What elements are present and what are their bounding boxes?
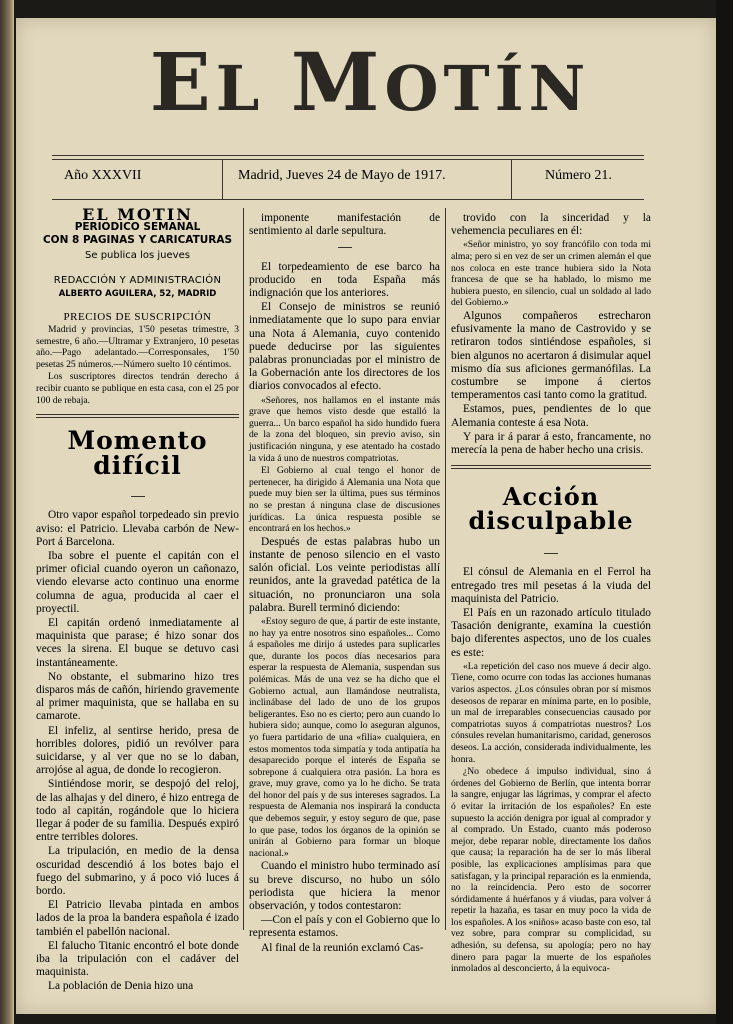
article-1-paragraph: La población de Denia hizo una	[48, 980, 194, 993]
issue-date: Madrid, Jueves 24 de Mayo de 1917.	[238, 168, 446, 183]
box-subscribers-text: Los suscriptores directos tendrán derecho á recibir cuanto se publique en esta casa, con el 25 por 100 de rebaja.	[36, 371, 239, 406]
article-1-paragraph: Sintiéndose morir, se despojó del reloj, de las alhajas y del dinero, é hizo entrega de todo al capitán, rogándole que lo hiciera llegar á poder de su familia. Después expiró entre terribles dolores.	[36, 778, 239, 844]
box-divider	[36, 414, 239, 418]
article-1-paragraph: El Patricio llevaba pintada en ambos lados de la proa la bandera española é izado también el pabellón nacional.	[36, 899, 239, 938]
column-1	[36, 205, 239, 995]
article-2-paragraph: El cónsul de Alemania en el Ferrol ha entregado tres mil pesetas á la viuda del maquinista del Patricio.	[451, 566, 651, 605]
dateline-divider-right	[511, 159, 512, 199]
column-3-quote: «Señor ministro, yo soy francófilo con toda mi alma; pero si en vez de ser un crimen alemán el que nos coloca en este trance hubiera sido la Nota francesa de que se ha hablado, lo mismo me hubiera puesto, en silencio, cual un soldado al lado del Gobierno.»	[451, 239, 651, 309]
article-1-separator	[36, 490, 239, 503]
masthead-letters-otin: OTÍN	[384, 52, 591, 125]
masthead-title	[90, 35, 650, 129]
box-office-label: REDACCIÓN Y ADMINISTRACIÓN	[53, 275, 222, 287]
article-1-paragraph: El falucho Titanic encontró el bote donde iba la tripulación con el cadáver del maquinista.	[36, 939, 239, 979]
article-1-paragraph: Iba sobre el puente el capitán con el primer oficial cuando oyeron un cañonazo, viendo elevarse acto continuo una enorme columna de agua, producida al caer el proyectil.	[36, 549, 239, 615]
issue-number: Número 21.	[545, 168, 612, 183]
column-2-paragraph: Cuando el ministro hubo terminado así su breve discurso, no hubo un sólo periodista que hiciera la menor observación, y todos contestaron:	[249, 860, 440, 913]
column-2-paragraph: Al final de la reunión exclamó Cas-	[261, 941, 424, 954]
column-3-paragraph: Y para ir á parar á esto, francamente, no merecía la pena de haber hecho una crisis.	[451, 430, 651, 456]
article-1-paragraph: No obstante, el submarino hizo tres disparos más de cañón, hiriendo gravemente al primer maquinista, que se hallaba en su camarote.	[36, 670, 239, 723]
article-2-quote: ¿No obedece á impulso individual, sino á órdenes del Gobierno de Berlín, que intenta borrar la sangre, enjugar las lágrimas, y comprar el afecto ó evitar la irritación de los españoles? En este supuesto la acción denigra por igual al comprador y al comprado. Un Estado, cuanto más poderoso mejor, debe reparar noble, directamente los daños que causa; la reparación ha de ser lo más liberal posible, las explicaciones amplísimas para que satisfagan, y la principal reparación es la enmienda, no la reincidencia. Pero esto de socorrer sórdidamente á huérfanos y á viudas, para volver á repetir la hazaña, es tasar en muy poco la vida de los españoles. A los «niños» acaso baste con eso, tal vez sobre, para comprar su complicidad, su adhesión, su defensa, su apología; pero no hay dinero para pagar la muerte de los españoles inmolados al desconcierto, á la equivoca-	[451, 766, 651, 975]
article-1-paragraph: El capitán ordenó inmediatamente al maquinista que parase; é hizo sonar dos veces la sirena. El buque se detuvo casi instantáneamente.	[36, 617, 239, 669]
article-1-title: Momento difícil	[67, 426, 208, 481]
book-spine	[0, 0, 14, 1024]
column-rule-2	[445, 208, 446, 930]
masthead-rule-top	[52, 155, 644, 156]
box-address: ALBERTO AGUILERA, 52, MADRID	[58, 288, 217, 299]
column-3	[451, 212, 651, 976]
box-prices-label: PRECIOS DE SUSCRIPCIÓN	[63, 310, 212, 323]
article-1-paragraph: Otro vapor español torpedeado sin previo aviso: el Patricio. Llevaba carbón de New-Port á Barcelona.	[36, 509, 239, 548]
box-prices-text: Madrid y provincias, 1'50 pesetas trimestre, 3 semestre, 6 año.—Ultramar y Extranjero, 10 pesetas año.—Pago adelantado.—Corresponsales, 1'50 pesetas 25 números.—Número suelto 10 céntimos.	[36, 324, 239, 370]
column-rule-1	[243, 208, 244, 930]
column-2-quote: «Estoy seguro de que, á partir de este instante, no hay ya entre nosotros sino españoles... Como á españoles me dirijo á ustedes para suplicarles que, durante los pocos días necesarios para esperar la respuesta de Alemania, suspendan sus polémicas. Más de una vez se ha dicho que el Gobierno actual, aun llamándose neutralista, inclinábase del lado de uno de los grupos beligerantes. Eso no es cierto; pero aun cuando lo hubiera sido; aunque, como lo aseguran algunos, yo fuera partidario de una «filia» cualquiera, en estos momentos toda simpatía y toda antipatía ha desaparecido porque el interés de España se sobrepone á cualquiera otra pasión. La hora es grave, muy grave, como ya lo he dicho. Se trata del honor del país y de sus intereses sagrados. La respuesta de Alemania nos inspirará la conducta que debemos seguir, y estoy seguro de que, pase lo que pase, todos los órganos de la opinión se unirán al Gobierno para formar un bloque nacional.»	[249, 615, 440, 859]
article-2-paragraph: El País en un razonado artículo titulado Tasación denigrante, examina la cuestión bajo diferentes aspectos, uno de los cuales es este:	[451, 607, 651, 659]
column-3-paragraph: Algunos compañeros estrecharon efusivamente la mano de Castrovido y se retiraron todos sintiéndose españoles, si bien algunos no acertaron á disimular aquel mismo día sus aficiones germanófilas. La costumbre se impone á ciertos temperamentos casi tanto como la gratitud.	[451, 309, 651, 402]
column-2-quote: «Señores, nos hallamos en el instante más grave que hemos visto desde que estalló la guerra... Un barco español ha sido hundido fuera de la zona del bloqueo, sin previo aviso, sin justificación ninguna, y ese atentado ha costado la vida á uno de nuestros compatriotas.	[249, 394, 440, 464]
masthead-letter-e: E	[149, 35, 216, 129]
page-edge-shadow	[716, 0, 733, 1024]
column-2-paragraph: —Con el país y con el Gobierno que lo representa estamos.	[249, 914, 440, 940]
masthead-rule-bottom	[52, 199, 644, 200]
column-2-quote: El Gobierno al cual tengo el honor de pertenecer, ha dirigido á Alemania una Nota que puede muy bien ser la última, pues sus términos no se prestan á ninguna clase de discusiones jurídicas. La única respuesta posible se encontrará en los hechos.»	[249, 465, 440, 535]
column-3-paragraph: Estamos, pues, pendientes de lo que Alemania conteste á esa Nota.	[451, 403, 651, 429]
box-title: EL MOTIN	[82, 205, 193, 224]
column-2-separator	[249, 241, 440, 254]
masthead-rule-top-2	[52, 159, 644, 160]
column-2	[249, 212, 440, 956]
box-frequency: Se publica los jueves	[85, 250, 190, 262]
article-1-paragraph: El infeliz, al sentirse herido, presa de horribles dolores, pidió un revólver para suicidarse, y al ver que no se lo daban, arrojóse al agua, de donde lo recogieron.	[36, 724, 239, 777]
article-1-paragraph: La tripulación, en medio de la densa oscuridad descendió á los botes bajo el fuego del submarino, y á poco vió luces á bordo.	[36, 845, 239, 898]
article-2-quote: «La repetición del caso nos mueve á decir algo. Tiene, como ocurre con todas las acciones humanas varios aspectos. ¿Los cónsules obran por sí mismos deseosos de reparar en mínima parte, en lo posible, un mal de irreparables consecuencias causado por compatriotas suyos á compatriotas nuestros? Los cónsules revelan humanitarismo, caridad, generosos deseos. La acción, considerada individualmente, les honra.	[451, 660, 651, 765]
issue-year: Año XXXVII	[64, 168, 142, 183]
column-2-paragraph: El torpedeamiento de ese barco ha producido en toda España más indignación que los anteriores.	[249, 260, 440, 300]
column-3-paragraph: trovido con la sinceridad y la vehemencia peculiares en él:	[451, 212, 651, 238]
box-subtitle-2: CON 8 PAGINAS Y CARICATURAS	[42, 234, 233, 247]
column-2-paragraph: Después de estas palabras hubo un instante de penoso silencio en el vasto salón oficial. Los veinte periodistas allí reunidos, ante la gravedad patética de la situación, no pronunciaron una sola palabra. Burell terminó diciendo:	[249, 535, 440, 614]
masthead-letter-l: L	[215, 52, 291, 125]
column-2-paragraph: imponente manifestación de sentimiento al darle sepultura.	[249, 212, 440, 238]
box-subtitle-1: PERIODICO SEMANAL	[74, 221, 201, 234]
article-2-title: Acción disculpable	[468, 482, 634, 536]
column-2-paragraph: El Consejo de ministros se reunió inmediatamente que lo supo para enviar una Nota á Alemania, cuyo contenido puede deducirse por las siguientes palabras pronunciadas por el ministro de la Gobernación ante los directores de los diarios convocados al efecto.	[249, 301, 440, 393]
dateline-divider-left	[222, 159, 223, 199]
article-2-separator	[451, 547, 651, 560]
masthead-letter-m: M	[290, 35, 385, 129]
column-3-divider	[451, 465, 651, 469]
subscription-box	[36, 205, 239, 324]
